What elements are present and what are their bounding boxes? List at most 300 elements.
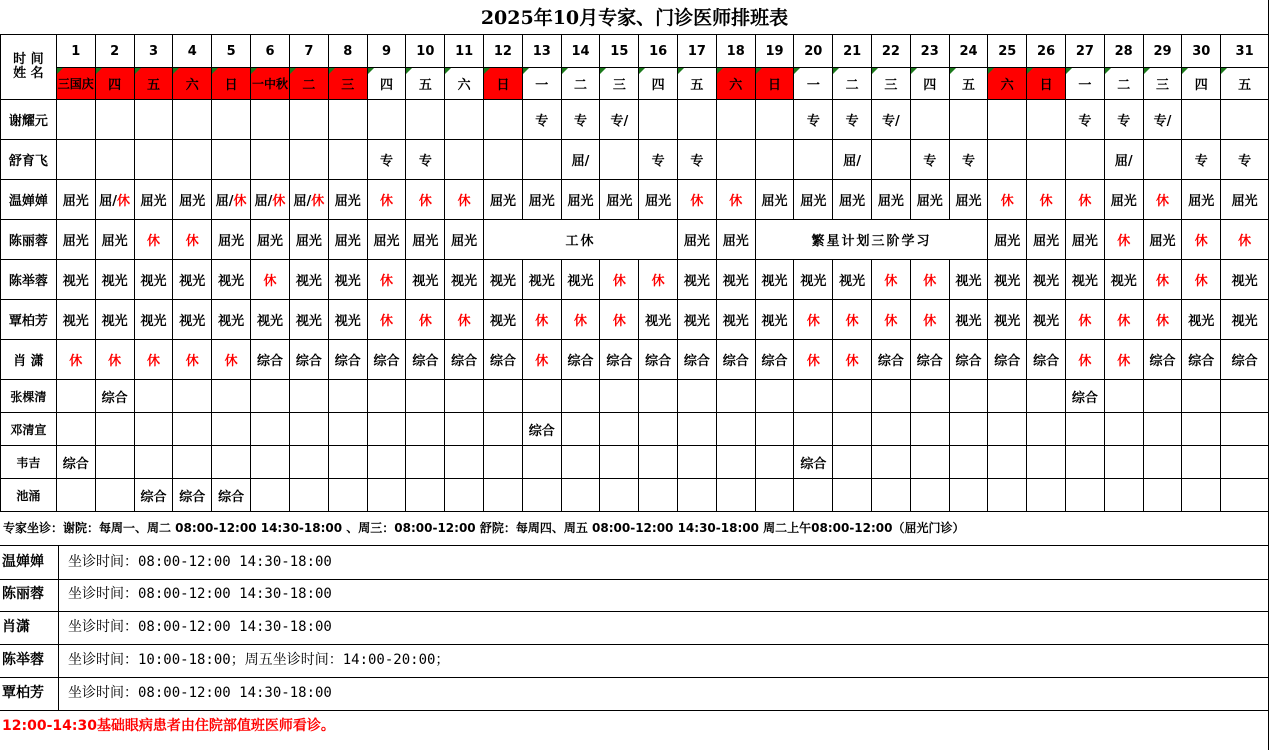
schedule-cell: 休 <box>1104 340 1143 380</box>
hours-doctor-name: 陈举蓉 <box>2 652 44 668</box>
weekday-label: 五 <box>690 78 704 93</box>
schedule-cell <box>561 413 600 446</box>
schedule-cell: 休 <box>522 340 561 380</box>
schedule-cell: 视光 <box>212 260 251 300</box>
day-number-cell: 12 <box>484 35 523 68</box>
comment-marker-icon <box>950 68 956 74</box>
schedule-cell <box>134 446 173 479</box>
comment-marker-icon <box>562 68 568 74</box>
divider <box>58 611 59 644</box>
schedule-cell <box>949 446 988 479</box>
day-number-cell: 31 <box>1221 35 1269 68</box>
weekday-label: 日 <box>496 78 510 93</box>
schedule-cell <box>600 140 639 180</box>
hours-text: 坐诊时间：08:00-12:00 14:30-18:00 <box>68 619 332 635</box>
schedule-cell: 视光 <box>1221 260 1269 300</box>
doctor-name: 舒育飞 <box>1 140 57 180</box>
schedule-cell <box>328 479 367 512</box>
weekday-label: 二 <box>302 78 316 93</box>
schedule-cell: 视光 <box>949 300 988 340</box>
schedule-cell <box>988 413 1027 446</box>
schedule-cell <box>1104 413 1143 446</box>
schedule-cell <box>173 140 212 180</box>
schedule-cell <box>1143 479 1182 512</box>
schedule-cell <box>367 413 406 446</box>
schedule-cell <box>289 446 328 479</box>
schedule-cell <box>1104 446 1143 479</box>
doctor-row <box>1 479 1269 512</box>
schedule-cell: 专 <box>1182 140 1221 180</box>
schedule-cell <box>367 380 406 413</box>
schedule-cell: 综合 <box>328 340 367 380</box>
schedule-cell: 综合 <box>1027 340 1066 380</box>
schedule-cell: 休 <box>910 260 949 300</box>
day-number-cell: 26 <box>1027 35 1066 68</box>
schedule-cell: 综合 <box>289 340 328 380</box>
notes-section <box>0 512 1269 544</box>
doctor-name: 温婵婵 <box>1 180 57 220</box>
schedule-cell <box>289 100 328 140</box>
schedule-cell <box>1066 413 1105 446</box>
schedule-cell <box>678 380 717 413</box>
weekday-label: 五 <box>146 78 160 93</box>
schedule-cell <box>251 413 290 446</box>
schedule-cell <box>794 380 833 413</box>
weekday-cell <box>1066 68 1105 100</box>
comment-marker-icon <box>911 68 917 74</box>
schedule-cell <box>56 479 95 512</box>
schedule-cell: 综合 <box>1066 380 1105 413</box>
weekday-cell <box>600 68 639 100</box>
schedule-cell: 休 <box>833 300 872 340</box>
schedule-table <box>0 34 1269 512</box>
weekday-label: 一 <box>806 78 820 93</box>
schedule-cell: 视光 <box>484 300 523 340</box>
schedule-cell <box>406 446 445 479</box>
schedule-cell <box>833 479 872 512</box>
schedule-cell: 综合 <box>716 340 755 380</box>
schedule-cell: 屈光 <box>1066 220 1105 260</box>
comment-marker-icon <box>329 68 335 74</box>
schedule-cell <box>755 380 794 413</box>
schedule-cell <box>95 413 134 446</box>
schedule-cell <box>56 380 95 413</box>
schedule-cell <box>561 380 600 413</box>
schedule-cell <box>794 413 833 446</box>
weekday-cell <box>1182 68 1221 100</box>
schedule-cell <box>522 140 561 180</box>
comment-marker-icon <box>678 68 684 74</box>
schedule-cell: 休 <box>367 300 406 340</box>
schedule-cell <box>872 380 911 413</box>
day-number-cell: 29 <box>1143 35 1182 68</box>
schedule-cell: 视光 <box>173 260 212 300</box>
weekday-label: 五 <box>418 78 432 93</box>
schedule-cell: 视光 <box>212 300 251 340</box>
day-number-cell: 18 <box>716 35 755 68</box>
schedule-cell <box>1182 380 1221 413</box>
schedule-cell <box>56 100 95 140</box>
schedule-cell <box>289 180 328 220</box>
schedule-cell: 休 <box>1143 260 1182 300</box>
schedule-cell <box>1182 446 1221 479</box>
schedule-cell: 休 <box>1027 180 1066 220</box>
schedule-cell: 休 <box>600 300 639 340</box>
schedule-cell <box>1143 140 1182 180</box>
schedule-cell: 休 <box>367 260 406 300</box>
schedule-cell: 休 <box>134 220 173 260</box>
weekday-cell <box>173 68 212 100</box>
schedule-cell: 专 <box>794 100 833 140</box>
doctor-name: 陈举蓉 <box>1 260 57 300</box>
day-number-cell: 30 <box>1182 35 1221 68</box>
schedule-cell <box>949 479 988 512</box>
day-number-cell: 15 <box>600 35 639 68</box>
weekday-label: 三国庆 <box>57 76 94 91</box>
schedule-cell: 视光 <box>56 260 95 300</box>
schedule-cell: 休 <box>1221 220 1269 260</box>
weekday-label: 六 <box>457 78 471 93</box>
schedule-cell <box>1027 413 1066 446</box>
schedule-cell: 视光 <box>678 260 717 300</box>
schedule-cell: 休 <box>600 260 639 300</box>
schedule-cell: 屈光 <box>367 220 406 260</box>
schedule-cell: 专 <box>561 100 600 140</box>
schedule-cell: 专 <box>949 140 988 180</box>
hours-text: 坐诊时间：10:00-18:00；周五坐诊时间：14:00-20:00； <box>68 652 450 668</box>
schedule-cell <box>522 380 561 413</box>
schedule-cell: 休 <box>173 220 212 260</box>
schedule-cell <box>755 446 794 479</box>
schedule-cell <box>755 100 794 140</box>
day-number-cell: 17 <box>678 35 717 68</box>
schedule-cell: 休 <box>522 300 561 340</box>
schedule-cell <box>1066 479 1105 512</box>
schedule-cell <box>716 446 755 479</box>
comment-marker-icon <box>57 68 63 74</box>
schedule-cell <box>328 413 367 446</box>
schedule-cell: 综合 <box>134 479 173 512</box>
schedule-cell <box>406 413 445 446</box>
schedule-cell <box>1143 413 1182 446</box>
schedule-cell <box>1027 380 1066 413</box>
schedule-cell: 屈光 <box>833 180 872 220</box>
schedule-cell: 屈光 <box>1221 180 1269 220</box>
schedule-cell: 屈/ <box>1104 140 1143 180</box>
rest-mark: 休 <box>116 194 130 209</box>
comment-marker-icon <box>756 68 762 74</box>
schedule-cell: 视光 <box>289 300 328 340</box>
schedule-cell <box>445 140 484 180</box>
weekday-cell <box>445 68 484 100</box>
doctor-name: 张棵清 <box>1 380 57 413</box>
schedule-cell <box>445 413 484 446</box>
schedule-cell <box>95 140 134 180</box>
schedule-cell <box>173 100 212 140</box>
schedule-cell: 屈光 <box>328 220 367 260</box>
schedule-cell <box>95 100 134 140</box>
cell-part: 屈/ <box>254 194 273 209</box>
schedule-cell: 视光 <box>988 260 1027 300</box>
weekday-cell <box>755 68 794 100</box>
schedule-cell <box>1104 479 1143 512</box>
weekday-label: 三 <box>884 78 898 93</box>
divider <box>58 644 59 677</box>
weekday-label: 二 <box>1117 78 1131 93</box>
weekday-label: 六 <box>1000 78 1014 93</box>
schedule-cell: 屈光 <box>484 180 523 220</box>
divider <box>58 578 59 611</box>
day-number-cell: 3 <box>134 35 173 68</box>
schedule-cell <box>445 479 484 512</box>
day-number-cell: 9 <box>367 35 406 68</box>
schedule-cell <box>445 380 484 413</box>
merged-schedule-cell: 工休 <box>484 220 678 260</box>
day-number-cell: 11 <box>445 35 484 68</box>
comment-marker-icon <box>794 68 800 74</box>
schedule-cell: 休 <box>95 340 134 380</box>
schedule-cell: 视光 <box>561 260 600 300</box>
schedule-cell <box>134 413 173 446</box>
schedule-cell: 专 <box>1104 100 1143 140</box>
schedule-cell <box>561 446 600 479</box>
comment-marker-icon <box>406 68 412 74</box>
weekday-cell <box>289 68 328 100</box>
schedule-cell <box>639 413 678 446</box>
schedule-cell <box>484 479 523 512</box>
weekday-cell <box>328 68 367 100</box>
schedule-cell: 屈光 <box>522 180 561 220</box>
schedule-cell <box>600 479 639 512</box>
schedule-cell <box>134 380 173 413</box>
schedule-cell: 视光 <box>1066 260 1105 300</box>
schedule-cell: 视光 <box>1182 300 1221 340</box>
schedule-cell <box>1182 413 1221 446</box>
schedule-cell: 屈光 <box>872 180 911 220</box>
schedule-cell <box>289 413 328 446</box>
schedule-cell: 屈光 <box>95 220 134 260</box>
comment-marker-icon <box>1182 68 1188 74</box>
schedule-cell <box>212 140 251 180</box>
day-number-cell: 2 <box>95 35 134 68</box>
schedule-cell <box>678 446 717 479</box>
schedule-cell <box>600 413 639 446</box>
schedule-cell <box>484 140 523 180</box>
schedule-cell <box>678 413 717 446</box>
schedule-cell <box>289 140 328 180</box>
schedule-cell <box>872 446 911 479</box>
schedule-cell <box>251 380 290 413</box>
weekday-cell <box>716 68 755 100</box>
schedule-cell: 专 <box>910 140 949 180</box>
comment-marker-icon <box>1027 68 1033 74</box>
schedule-cell: 休 <box>445 300 484 340</box>
schedule-cell <box>251 180 290 220</box>
divider <box>58 546 59 579</box>
weekday-label: 日 <box>224 78 238 93</box>
schedule-cell: 休 <box>1182 260 1221 300</box>
schedule-cell <box>755 413 794 446</box>
schedule-cell <box>1027 100 1066 140</box>
schedule-cell: 休 <box>561 300 600 340</box>
schedule-cell: 休 <box>1066 340 1105 380</box>
schedule-cell: 专 <box>1066 100 1105 140</box>
schedule-cell <box>212 446 251 479</box>
weekday-label: 三 <box>612 78 626 93</box>
schedule-cell: 屈光 <box>1143 220 1182 260</box>
schedule-cell: 休 <box>1066 300 1105 340</box>
day-number-cell: 28 <box>1104 35 1143 68</box>
weekday-cell <box>1221 68 1269 100</box>
day-number-cell: 27 <box>1066 35 1105 68</box>
schedule-cell: 综合 <box>56 446 95 479</box>
schedule-cell: 视光 <box>484 260 523 300</box>
schedule-cell: 休 <box>910 300 949 340</box>
schedule-cell: 休 <box>251 260 290 300</box>
schedule-cell <box>561 479 600 512</box>
schedule-cell: 综合 <box>639 340 678 380</box>
schedule-cell <box>1066 446 1105 479</box>
schedule-cell: 屈光 <box>251 220 290 260</box>
schedule-cell: 视光 <box>1027 300 1066 340</box>
schedule-cell: 综合 <box>367 340 406 380</box>
comment-marker-icon <box>639 68 645 74</box>
weekday-label: 日 <box>768 78 782 93</box>
schedule-cell <box>639 100 678 140</box>
weekday-cell <box>56 68 95 100</box>
schedule-cell <box>1027 140 1066 180</box>
schedule-cell: 综合 <box>1143 340 1182 380</box>
schedule-cell: 视光 <box>173 300 212 340</box>
schedule-cell <box>173 413 212 446</box>
schedule-cell <box>910 446 949 479</box>
schedule-cell: 视光 <box>328 260 367 300</box>
weekday-label: 五 <box>962 78 976 93</box>
schedule-cell <box>988 140 1027 180</box>
schedule-cell: 专 <box>639 140 678 180</box>
hours-doctor-name: 温婵婵 <box>2 554 44 570</box>
schedule-cell: 屈光 <box>755 180 794 220</box>
day-number-cell: 21 <box>833 35 872 68</box>
schedule-cell: 屈光 <box>173 180 212 220</box>
schedule-cell: 休 <box>134 340 173 380</box>
weekday-cell <box>872 68 911 100</box>
schedule-cell: 专/ <box>600 100 639 140</box>
schedule-cell <box>755 140 794 180</box>
day-number-cell: 7 <box>289 35 328 68</box>
weekday-label: 日 <box>1039 78 1053 93</box>
doctor-row <box>1 340 1269 380</box>
weekday-cell <box>367 68 406 100</box>
schedule-cell <box>639 446 678 479</box>
schedule-cell <box>833 380 872 413</box>
cell-part: 屈/ <box>215 194 234 209</box>
doctor-name: 肖 潇 <box>1 340 57 380</box>
schedule-cell: 休 <box>794 300 833 340</box>
schedule-cell: 专 <box>833 100 872 140</box>
doctor-row <box>1 220 1269 260</box>
schedule-cell <box>367 100 406 140</box>
hours-text: 坐诊时间：08:00-12:00 14:30-18:00 <box>68 685 332 701</box>
weekday-cell <box>212 68 251 100</box>
schedule-cell: 屈光 <box>600 180 639 220</box>
comment-marker-icon <box>251 68 257 74</box>
hours-doctor-name: 覃柏芳 <box>2 685 44 701</box>
comment-marker-icon <box>368 68 374 74</box>
schedule-cell <box>95 446 134 479</box>
schedule-cell <box>910 380 949 413</box>
corner-header <box>1 35 57 100</box>
schedule-cell <box>1221 479 1269 512</box>
doctor-hours-row <box>0 545 1269 580</box>
schedule-cell: 休 <box>1104 300 1143 340</box>
weekday-label: 三 <box>341 78 355 93</box>
schedule-cell: 休 <box>173 340 212 380</box>
comment-marker-icon <box>212 68 218 74</box>
schedule-cell: 休 <box>1143 300 1182 340</box>
schedule-cell: 综合 <box>445 340 484 380</box>
schedule-cell: 视光 <box>1104 260 1143 300</box>
weekday-label: 四 <box>108 78 122 93</box>
schedule-cell: 视光 <box>755 300 794 340</box>
comment-marker-icon <box>1144 68 1150 74</box>
schedule-cell <box>872 140 911 180</box>
schedule-cell <box>251 140 290 180</box>
schedule-cell: 屈光 <box>988 220 1027 260</box>
schedule-cell: 屈光 <box>716 220 755 260</box>
day-number-cell: 24 <box>949 35 988 68</box>
schedule-cell: 屈光 <box>910 180 949 220</box>
day-number-cell: 13 <box>522 35 561 68</box>
day-number-cell: 6 <box>251 35 290 68</box>
corner-time-label: 时 间 <box>13 52 44 67</box>
schedule-cell: 综合 <box>794 446 833 479</box>
merged-schedule-cell: 繁星计划三阶学习 <box>755 220 988 260</box>
comment-marker-icon <box>173 68 179 74</box>
day-number-cell: 5 <box>212 35 251 68</box>
schedule-cell <box>212 413 251 446</box>
schedule-cell: 视光 <box>1221 300 1269 340</box>
cell-part: 屈/ <box>99 194 117 209</box>
schedule-cell <box>1182 100 1221 140</box>
schedule-cell: 视光 <box>95 260 134 300</box>
schedule-cell <box>988 100 1027 140</box>
schedule-cell: 综合 <box>1182 340 1221 380</box>
weekday-cell <box>484 68 523 100</box>
comment-marker-icon <box>523 68 529 74</box>
weekday-label: 四 <box>923 78 937 93</box>
schedule-cell <box>639 380 678 413</box>
schedule-cell <box>1221 413 1269 446</box>
schedule-cell <box>716 380 755 413</box>
schedule-cell: 视光 <box>522 260 561 300</box>
schedule-cell <box>328 446 367 479</box>
schedule-cell <box>1027 446 1066 479</box>
schedule-cell <box>1221 446 1269 479</box>
schedule-cell <box>988 479 1027 512</box>
schedule-cell <box>367 479 406 512</box>
comment-marker-icon <box>445 68 451 74</box>
schedule-cell: 专 <box>367 140 406 180</box>
sheet-title: 2025年10月专家、门诊医师排班表 <box>480 7 789 29</box>
schedule-cell <box>251 479 290 512</box>
schedule-cell <box>484 380 523 413</box>
schedule-cell: 休 <box>212 340 251 380</box>
day-number-cell: 1 <box>56 35 95 68</box>
schedule-cell: 综合 <box>678 340 717 380</box>
weekday-label: 四 <box>651 78 665 93</box>
day-number-cell: 20 <box>794 35 833 68</box>
